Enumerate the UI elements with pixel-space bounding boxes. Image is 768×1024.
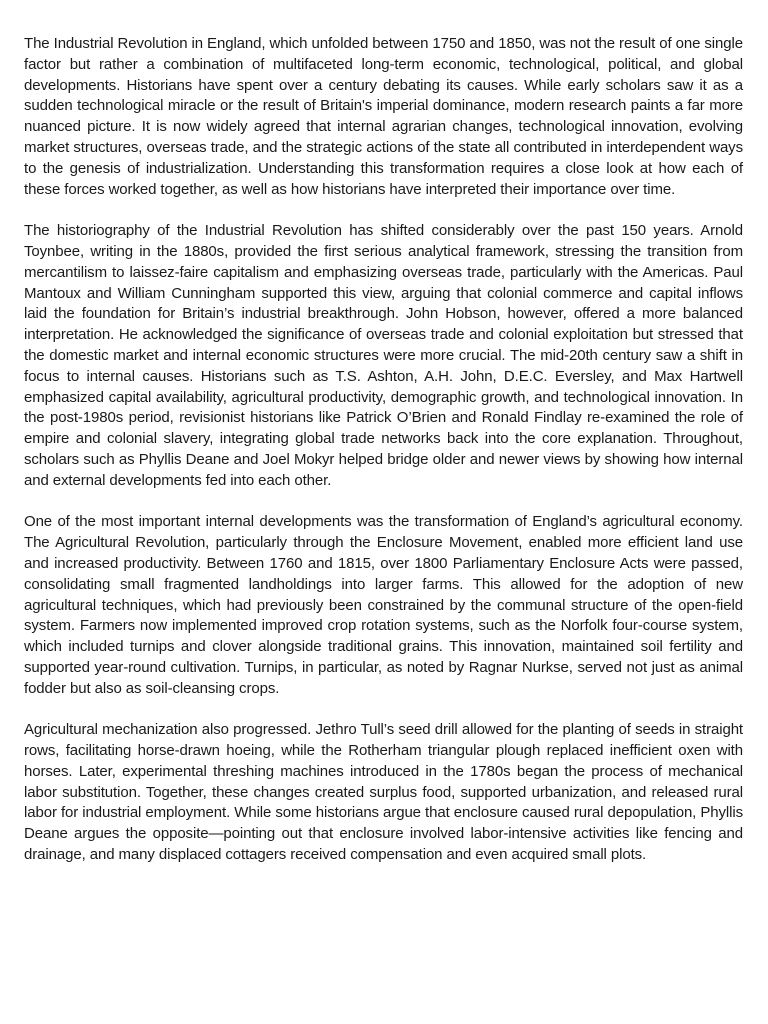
- paragraph-historical-overview: The Industrial Revolution in England, which unfolded between 1750 and 1850, was not the result of one single factor but rather a combination of multifaceted long-term economic, technological, political, and global developments. Historians have spent over a century debating its causes. While early scholars saw it as a sudden technological miracle or the result of Britain's imperial dominance, modern research paints a far more nuanced picture. It is now widely agreed that internal agrarian changes, technological innovation, evolving market structures, overseas trade, and the strategic actions of the state all contributed in interdependent ways to the genesis of industrialization. Understanding this transformation requires a close look at how each of these forces worked together, as well as how historians have interpreted their importance over time.: [24, 35, 743, 198]
- paragraph-historiography: The historiography of the Industrial Revolution has shifted considerably over the past 150 years. Arnold Toynbee, writing in the 1880s, provided the first serious analytical framework, stressing the transition from mercantilism to laissez-faire capitalism and emphasizing overseas trade, particularly with the Americas. Paul Mantoux and William Cunningham supported this view, arguing that colonial commerce and capital inflows laid the foundation for Britain’s industrial breakthrough. John Hobson, however, offered a more balanced interpretation. He acknowledged the significance of overseas trade and colonial exploitation but stressed that the domestic market and internal economic structures were more crucial. The mid-20th century saw a shift in focus to internal causes. Historians such as T.S. Ashton, A.H. John, D.E.C. Eversley, and Max Hartwell emphasized capital availability, agricultural productivity, demographic growth, and technological innovation. In the post-1980s period, revisionist historians like Patrick O’Brien and Ronald Findlay re-examined the role of empire and colonial slavery, integrating global trade networks back into the core explanation. Throughout, scholars such as Phyllis Deane and Joel Mokyr helped bridge older and newer views by showing how internal and external developments fed into each other.: [24, 222, 743, 489]
- paragraph-agricultural-revolution: One of the most important internal developments was the transformation of England’s agricultural economy. The Agricultural Revolution, particularly through the Enclosure Movement, enabled more efficient land use and increased productivity. Between 1760 and 1815, over 1800 Parliamentary Enclosure Acts were passed, consolidating small fragmented landholdings into larger farms. This allowed for the adoption of new agricultural techniques, which had previously been constrained by the communal structure of the open-field system. Farmers now implemented improved crop rotation systems, such as the Norfolk four-course system, which included turnips and clover alongside traditional grains. This innovation, maintained soil fertility and supported year-round cultivation. Turnips, in particular, as noted by Ragnar Nurkse, served not just as animal fodder but also as soil-cleansing crops.: [24, 513, 743, 697]
- document-page: [24, 34, 743, 887]
- paragraph-agricultural-mechanization: Agricultural mechanization also progressed. Jethro Tull’s seed drill allowed for the planting of seeds in straight rows, facilitating horse-drawn hoeing, while the Rotherham triangular plough replaced inefficient oxen with horses. Later, experimental threshing machines introduced in the 1780s began the process of mechanical labor substitution. Together, these changes created surplus food, supported urbanization, and released rural labor for industrial employment. While some historians argue that enclosure caused rural depopulation, Phyllis Deane argues the opposite—pointing out that enclosure involved labor-intensive activities like fencing and drainage, and many displaced cottagers received compensation and even acquired small plots.: [24, 721, 743, 864]
